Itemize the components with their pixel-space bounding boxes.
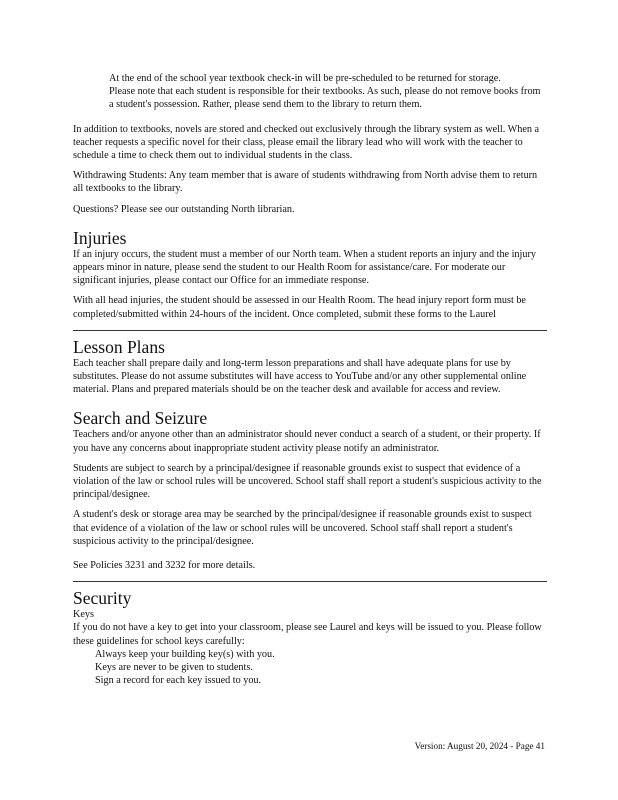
list-item bbox=[73, 674, 547, 687]
novels-paragraph: In addition to textbooks, novels are stored and checked out exclusively through the library system as well. When a teacher requests a specific novel for their class, please email the library lead who will work with the teacher to schedule a time to check them out to individual students in the class. bbox=[73, 123, 540, 162]
injuries-paragraph-2: With all head injuries, the student should be assessed in our Health Room. The head injury report form must be completed/submitted within 24-hours of the incident. Once completed, submit these forms to the Laurel bbox=[73, 295, 526, 320]
bullet-text: Please note that each student is responsible for their textbooks. As such, please do not remove books from a student's possession. Rather, please send them to the library to return them. bbox=[109, 86, 541, 111]
security-heading: Security bbox=[73, 588, 132, 609]
injuries-paragraph-1: If an injury occurs, the student must a member of our North team. When a student reports an injury and the injury appears minor in nature, please send the student to our Health Room for assistance/care. For moderate our significant injuries, please contact our Office for an immediate response. bbox=[73, 248, 536, 287]
textbook-bullet-list bbox=[73, 72, 547, 112]
section-divider bbox=[73, 581, 547, 582]
search-seizure-paragraph-2: Students are subject to search by a principal/designee if reasonable grounds exist to suspect that evidence of a violation of the law or school rules will be uncovered. School staff shall report a student's suspicious activity to the principal/designee. bbox=[73, 462, 542, 501]
search-seizure-heading: Search and Seizure bbox=[73, 408, 208, 429]
lesson-plans-paragraph: Each teacher shall prepare daily and long-term lesson preparations and shall have adequate plans for use by substitutes. Please do not assume substitutes will have access to YouTube and/or any other supplemental online material. Plans and prepared materials should be on the teacher desk and available for access and review. bbox=[73, 357, 527, 396]
page-content bbox=[73, 72, 547, 688]
keys-bullet-list bbox=[73, 648, 547, 688]
list-item bbox=[73, 648, 547, 661]
list-item bbox=[73, 85, 547, 111]
policies-paragraph: See Policies 3231 and 3232 for more details. bbox=[73, 560, 256, 572]
keys-subheading: Keys bbox=[73, 609, 94, 621]
lesson-plans-heading: Lesson Plans bbox=[73, 336, 165, 357]
bullet-text: At the end of the school year textbook check-in will be pre-scheduled to be returned for storage. bbox=[109, 73, 501, 84]
list-item bbox=[73, 661, 547, 674]
list-item bbox=[73, 72, 547, 85]
search-seizure-paragraph-3: A student's desk or storage area may be searched by the principal/designee if reasonable grounds exist to suspect that evidence of a violation of the law or school rules will be uncovered. School staff shall report a student's suspicious activity to the principal/designee. bbox=[73, 509, 532, 547]
withdrawing-paragraph: Withdrawing Students: Any team member that is aware of students withdrawing from North advise them to return all textbooks to the library. bbox=[73, 170, 538, 195]
injuries-heading: Injuries bbox=[73, 227, 127, 248]
bullet-text: Sign a record for each key issued to you. bbox=[95, 675, 262, 687]
bullet-text: Always keep your building key(s) with you. bbox=[95, 648, 275, 660]
search-seizure-paragraph-1: Teachers and/or anyone other than an administrator should never conduct a search of a student, or their property. If you have any concerns about inappropriate student activity please notify an administrator. bbox=[73, 429, 541, 454]
keys-paragraph: If you do not have a key to get into your classroom, please see Laurel and keys will be issued to you. Please follow these guidelines for school keys carefully: bbox=[73, 622, 542, 647]
page-footer: Version: August 20, 2024 - Page 41 bbox=[414, 741, 545, 751]
section-divider bbox=[73, 330, 547, 331]
bullet-text: Keys are never to be given to students. bbox=[95, 662, 253, 674]
questions-paragraph: Questions? Please see our outstanding North librarian. bbox=[73, 203, 295, 215]
